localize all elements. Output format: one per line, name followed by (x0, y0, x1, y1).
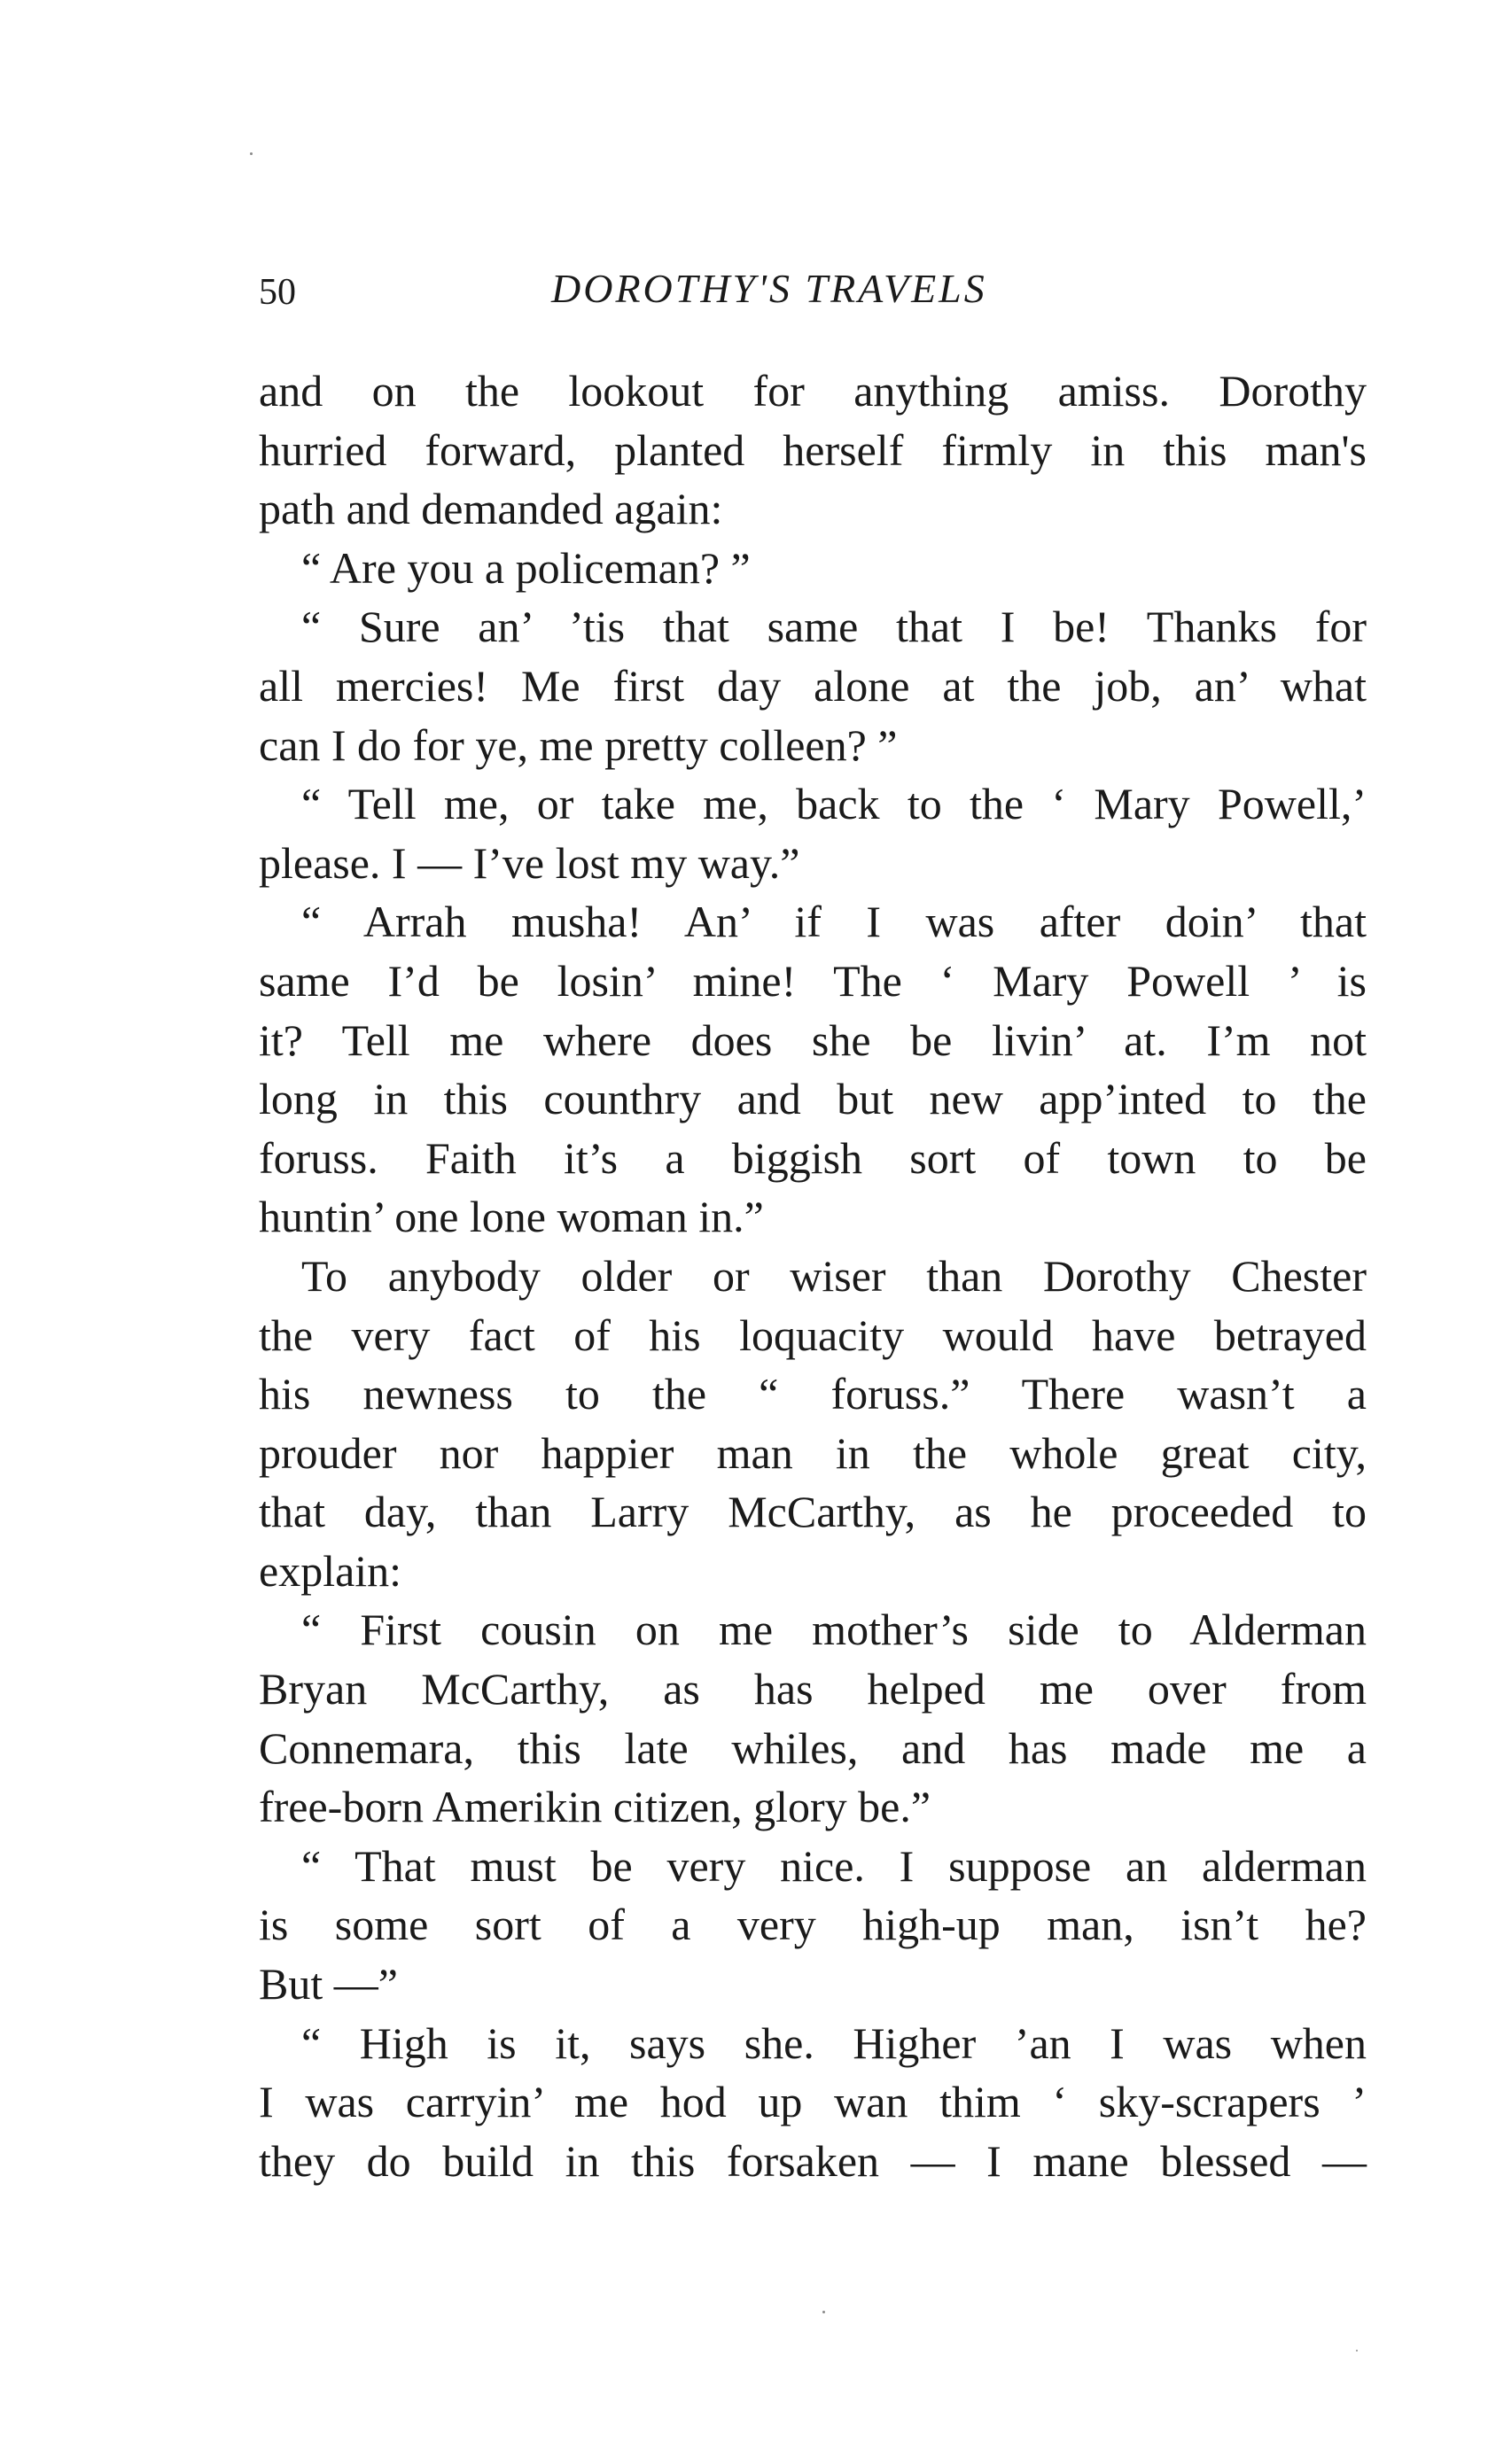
text-line: all mercies! Me first day alone at the job, an’ what (259, 660, 1367, 711)
text-line: long in this counthry and but new app’inted to the (259, 1074, 1367, 1124)
text-line: please. I — I’ve lost my way.” (259, 837, 800, 888)
paper-speck (1356, 2350, 1358, 2351)
text-line: the very fact of his loquacity would have betrayed (259, 1310, 1367, 1360)
text-line: To anybody older or wiser than Dorothy Chester (301, 1250, 1367, 1301)
text-line: prouder nor happier man in the whole great city, (259, 1427, 1367, 1478)
text-line: it? Tell me where does she be livin’ at. I’m not (259, 1014, 1367, 1065)
text-line: Connemara, this late whiles, and has made me a (259, 1722, 1367, 1773)
text-line: huntin’ one lone woman in.” (259, 1192, 764, 1242)
text-line: is some sort of a very high-up man, isn’t he? (259, 1900, 1367, 1950)
text-line: hurried forward, planted herself firmly in this man's (259, 424, 1367, 475)
text-line: “ High is it, says she. Higher ’an I was when (301, 2017, 1367, 2068)
paper-speck (250, 152, 253, 155)
running-title: DOROTHY'S TRAVELS (551, 266, 987, 311)
text-line: Bryan McCarthy, as has helped me over from (259, 1664, 1367, 1714)
text-line: But —” (259, 1959, 398, 2009)
running-head (259, 262, 1367, 324)
body-text (259, 361, 1367, 2190)
text-line: can I do for ye, me pretty colleen? ” (259, 719, 898, 770)
text-line: and on the lookout for anything amiss. Dorothy (259, 366, 1367, 416)
text-line: “ First cousin on me mother’s side to Alderman (301, 1605, 1367, 1655)
text-line: “ Tell me, or take me, back to the ‘ Mary Powell,’ (301, 779, 1367, 829)
text-line: I was carryin’ me hod up wan thim ‘ sky-scrapers ’ (259, 2077, 1367, 2127)
text-line: “ Are you a policeman? ” (301, 542, 751, 593)
paper-speck (822, 2311, 825, 2313)
text-line: his newness to the “ foruss.” There wasn’t a (259, 1369, 1367, 1419)
text-line: foruss. Faith it’s a biggish sort of town to be (259, 1132, 1367, 1183)
text-line: explain: (259, 1545, 402, 1596)
page-number: 50 (259, 272, 296, 313)
text-line: same I’d be losin’ mine! The ‘ Mary Powell ’ is (259, 955, 1367, 1006)
text-line: that day, than Larry McCarthy, as he proceeded to (259, 1487, 1367, 1537)
text-line: they do build in this forsaken — I mane blessed — (259, 2135, 1367, 2186)
text-line: “ Sure an’ ’tis that same that I be! Thanks for (301, 602, 1367, 652)
text-line: “ Arrah musha! An’ if I was after doin’ that (301, 897, 1367, 947)
text-line: “ That must be very nice. I suppose an alderman (301, 1840, 1367, 1891)
text-line: path and demanded again: (259, 484, 723, 534)
text-line: free-born Amerikin citizen, glory be.” (259, 1782, 931, 1832)
